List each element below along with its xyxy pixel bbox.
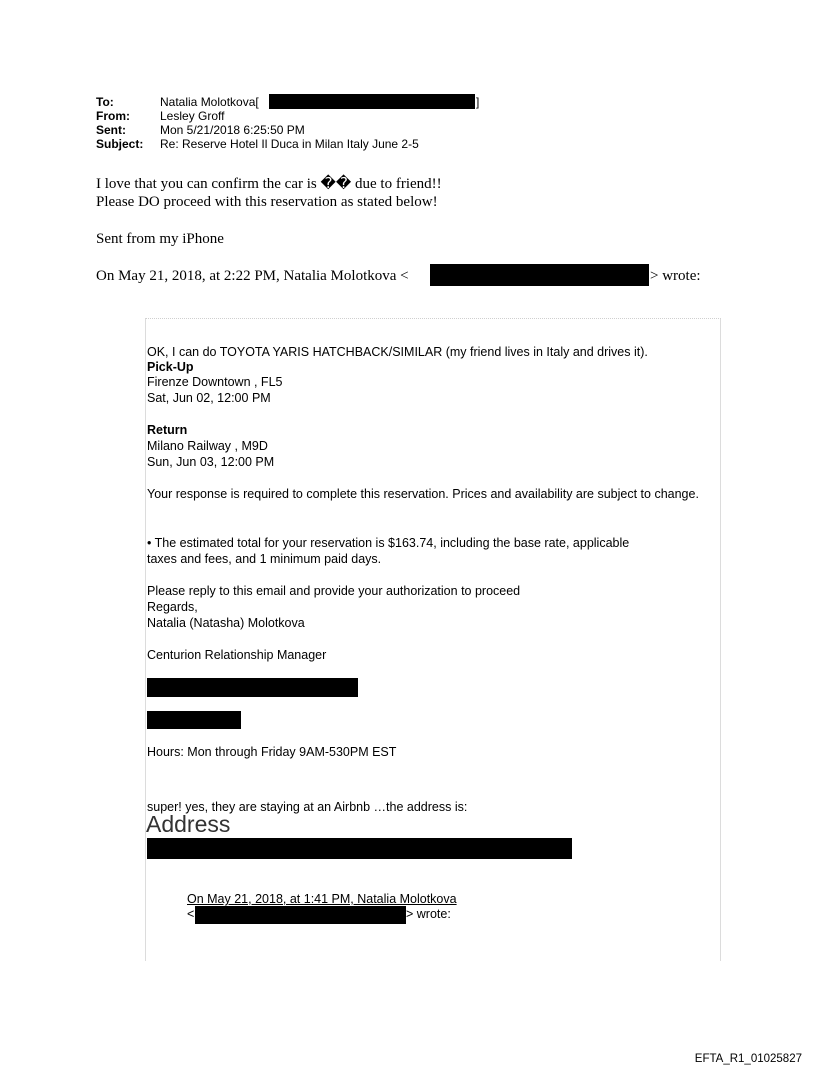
nested-quote-wrote: > wrote:	[406, 907, 451, 921]
regards: Regards,	[147, 600, 198, 614]
response-required: Your response is required to complete this reservation. Prices and availability are subject to change.	[147, 487, 699, 501]
from-value: Lesley Groff	[160, 109, 225, 123]
subject-value: Re: Reserve Hotel Il Duca in Milan Italy June 2-5	[160, 137, 419, 151]
reply-line-2: Please DO proceed with this reservation as stated below!	[96, 194, 438, 210]
address-heading: Address	[146, 811, 231, 837]
redaction-bar	[147, 711, 241, 729]
redaction-bar	[195, 906, 406, 924]
document-id: EFTA_R1_01025827	[694, 1053, 802, 1065]
reply-signature: Sent from my iPhone	[96, 231, 224, 247]
nested-quote-open: <	[187, 907, 195, 921]
sender-name: Natalia (Natasha) Molotkova	[147, 616, 305, 630]
pickup-heading: Pick-Up	[147, 360, 194, 374]
sender-title: Centurion Relationship Manager	[147, 648, 327, 662]
estimate-line-2: taxes and fees, and 1 minimum paid days.	[147, 552, 382, 566]
return-time: Sun, Jun 03, 12:00 PM	[147, 455, 275, 469]
to-suffix: ]	[476, 95, 480, 109]
airbnb-line: super! yes, they are staying at an Airbnb …the address is:	[147, 800, 468, 814]
estimate-line-1: • The estimated total for your reservation is $163.74, including the base rate, applicable	[147, 536, 630, 550]
quote-intro: On May 21, 2018, at 2:22 PM, Natalia Molotkova <	[96, 268, 409, 284]
sent-label: Sent:	[96, 123, 126, 137]
car-line: OK, I can do TOYOTA YARIS HATCHBACK/SIMILAR (my friend lives in Italy and drives it).	[147, 345, 648, 359]
quoted-message-box	[145, 318, 721, 961]
to-label: To:	[96, 95, 114, 109]
quote-intro-end: > wrote:	[650, 268, 701, 284]
hours-line: Hours: Mon through Friday 9AM-530PM EST	[147, 745, 397, 759]
pickup-time: Sat, Jun 02, 12:00 PM	[147, 391, 271, 405]
subject-label: Subject:	[96, 137, 144, 151]
from-label: From:	[96, 109, 130, 123]
pickup-location: Firenze Downtown , FL5	[147, 375, 283, 389]
redaction-bar	[269, 94, 475, 109]
reply-request: Please reply to this email and provide your authorization to proceed	[147, 584, 521, 598]
redaction-bar	[430, 264, 649, 286]
redaction-bar	[147, 838, 572, 859]
nested-quote-intro: On May 21, 2018, at 1:41 PM, Natalia Molotkova	[187, 892, 457, 906]
return-location: Milano Railway , M9D	[147, 439, 268, 453]
sent-value: Mon 5/21/2018 6:25:50 PM	[160, 123, 305, 137]
to-value: Natalia Molotkova[	[160, 95, 259, 109]
redaction-bar	[147, 678, 358, 697]
return-heading: Return	[147, 423, 188, 437]
reply-line-1: I love that you can confirm the car is �� due to friend!!	[96, 176, 442, 192]
